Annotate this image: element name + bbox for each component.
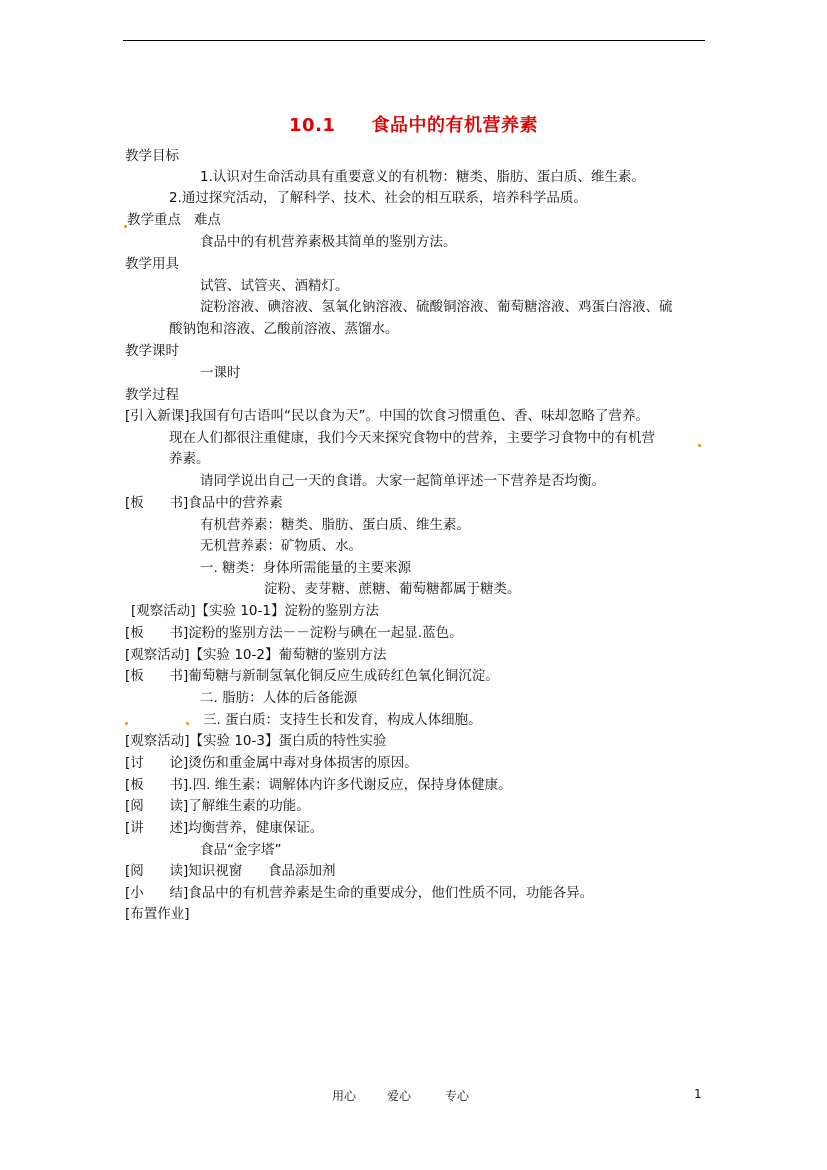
discussion-line: [讨 论]烫伤和重金属中毒对身体损害的原因。 — [125, 755, 418, 771]
experiment-10-3: [观察活动]【实验 10-3】蛋白质的特性实验 — [125, 733, 387, 749]
objective-1: 1.认识对生命活动具有重要意义的有机物：糖类、脂肪、蛋白质、维生素。 — [200, 169, 645, 185]
tools-line-1: 试管、试管夹、酒精灯。 — [200, 278, 349, 294]
summary-line: [小 结]食品中的有机营养素是生命的重要成分，他们性质不同，功能各异。 — [125, 885, 594, 901]
title-number: 10.1 — [289, 115, 336, 136]
tools-line-2: 淀粉溶液、碘溶液、氢氧化钠溶液、硫酸铜溶液、葡萄糖溶液、鸡蛋白溶液、硫 — [200, 299, 673, 315]
heading-key-points: 教学重点 难点 — [127, 212, 221, 228]
footer-item-focus: 专心 — [445, 1089, 470, 1103]
reading-vitamins: [阅 读]了解维生素的功能。 — [125, 798, 310, 814]
marker-dot — [186, 722, 189, 725]
footer-item-diligence: 用心 — [332, 1089, 357, 1103]
fats-heading: 二. 脂肪：人体的后备能源 — [200, 690, 358, 706]
experiment-10-2: [观察活动]【实验 10-2】葡萄糖的鉴别方法 — [125, 647, 387, 663]
organic-nutrients: 有机营养素：糖类、脂肪、蛋白质、维生素。 — [200, 517, 470, 533]
objective-2: 2.通过探究活动，了解科学、技术、社会的相互联系，培养科学品质。 — [169, 190, 587, 206]
board-glucose: [板 书]葡萄糖与新制氢氧化铜反应生成砖红色氧化铜沉淀。 — [125, 668, 499, 684]
title-text: 食品中的有机营养素 — [371, 115, 538, 136]
intro-line-3: 养素。 — [169, 451, 210, 467]
document-title — [0, 111, 827, 137]
footer-item-love: 爱心 — [387, 1089, 412, 1103]
lecture-balance: [讲 述]均衡营养，健康保证。 — [125, 820, 324, 836]
heading-periods: 教学课时 — [125, 343, 179, 359]
experiment-10-1: [观察活动]【实验 10-1】淀粉的鉴别方法 — [131, 603, 379, 619]
marker-dot — [698, 444, 701, 447]
page-number: 1 — [694, 1087, 702, 1101]
intro-line-2: 现在人们都很注重健康，我们今天来探究食物中的营养，主要学习食物中的有机营 — [169, 430, 655, 446]
key-points-text: 食品中的有机营养素极其简单的鉴别方法。 — [200, 234, 457, 250]
protein-heading: 三. 蛋白质：支持生长和发育，构成人体细胞。 — [203, 712, 482, 728]
header-rule — [123, 40, 705, 41]
inorganic-nutrients: 无机营养素：矿物质、水。 — [200, 538, 362, 554]
periods-text: 一课时 — [200, 365, 241, 381]
heading-objectives: 教学目标 — [125, 148, 179, 164]
heading-tools: 教学用具 — [125, 256, 179, 272]
intro-line-4: 请同学说出自己一天的食谱。大家一起简单评述一下营养是否均衡。 — [200, 473, 605, 489]
heading-process: 教学过程 — [125, 387, 179, 403]
board-nutrients: [板 书]食品中的营养素 — [125, 495, 283, 511]
homework-heading: [布置作业] — [125, 906, 190, 922]
reading-additives: [阅 读]知识视窗 食品添加剂 — [125, 863, 336, 879]
carbohydrates-types: 淀粉、麦芽糖、蔗糖、葡萄糖都属于糖类。 — [264, 581, 521, 597]
intro-line-1: [引入新课]我国有句古语叫“民以食为天”。中国的饮食习惯重色、香、味却忽略了营养。 — [125, 408, 650, 424]
marker-dot — [125, 722, 128, 725]
food-pyramid: 食品“金字塔” — [200, 842, 282, 858]
tools-line-3: 酸钠饱和溶液、乙酸前溶液、蒸馏水。 — [169, 321, 399, 337]
carbohydrates-heading: 一. 糖类：身体所需能量的主要来源 — [200, 560, 412, 576]
board-starch: [板 书]淀粉的鉴别方法－－淀粉与碘在一起显.蓝色。 — [125, 625, 463, 641]
marker-dot — [124, 225, 127, 228]
board-vitamins: [板 书].四. 维生素：调解体内许多代谢反应，保持身体健康。 — [125, 777, 512, 793]
